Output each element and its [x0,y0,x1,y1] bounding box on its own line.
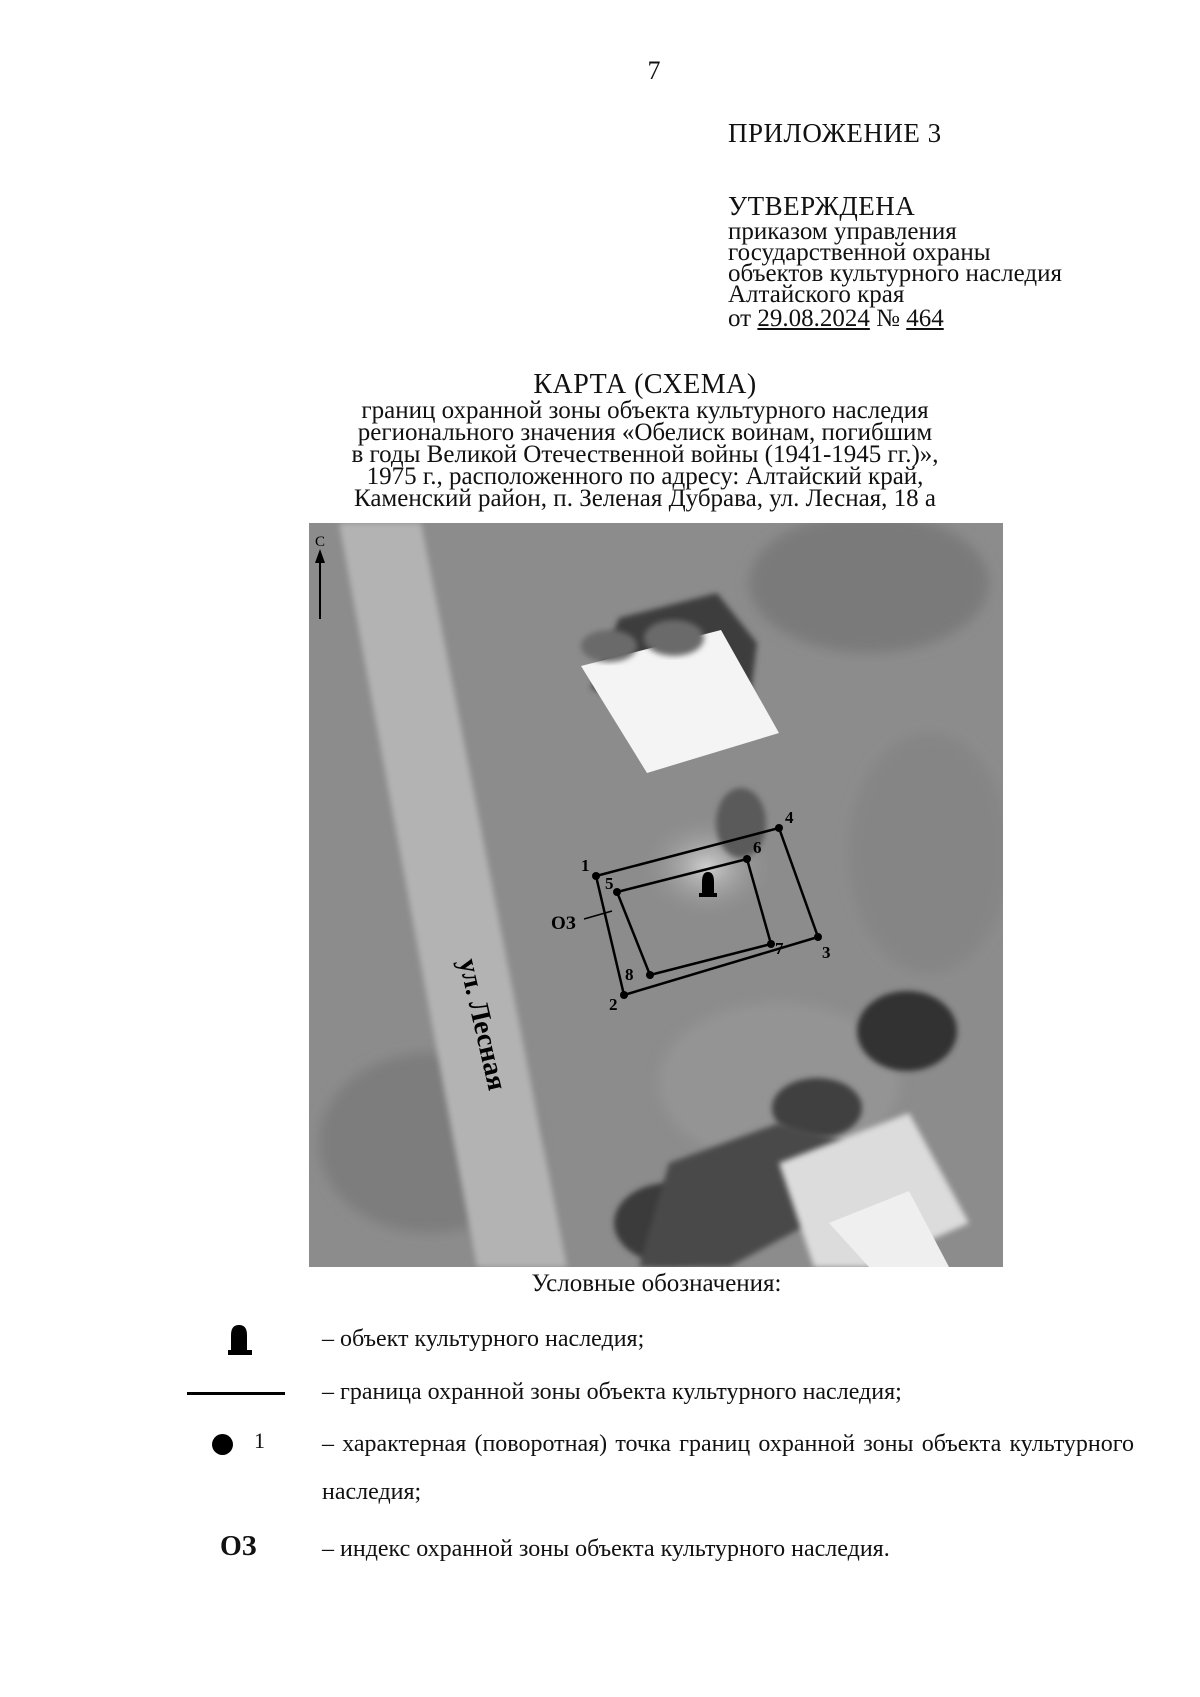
legend-text: – характерная (поворотная) точка границ охранной зоны объекта культурного наследия; [322,1431,1134,1505]
approved-title: УТВЕРЖДЕНА [728,191,916,221]
map-subtitle-line: 1975 г., расположенного по адресу: Алтайский край, [366,463,924,490]
page-number: 7 [647,56,661,85]
point-label-8: 8 [625,965,634,984]
zone-index-symbol: OЗ [220,1531,257,1562]
approval-line: государственной охраны [728,239,991,266]
order-date: 29.08.2024 [757,305,870,332]
point-marker-5 [613,888,621,896]
point-marker-1 [592,872,600,880]
point-label-3: 3 [822,943,831,962]
point-marker-2 [620,991,628,999]
point-marker-4 [775,824,783,832]
map-subtitle-line: в годы Великой Отечественной войны (1941-1945 гг.)», [351,441,939,468]
point-label-1: 1 [581,856,590,875]
map-subtitle-line: границ охранной зоны объекта культурного наследия [361,397,929,424]
legend-text: – индекс охранной зоны объекта культурного наследия. [322,1536,890,1562]
legend-text: – объект культурного наследия; [322,1326,645,1352]
point-marker-8 [646,971,654,979]
appendix-title: ПРИЛОЖЕНИЕ 3 [728,118,942,148]
point-marker-label: 1 [254,1428,265,1453]
map-subtitle-line: регионального значения «Обелиск воинам, погибшим [357,419,933,446]
map-heading [0,370,1200,510]
point-marker-6 [743,855,751,863]
point-label-2: 2 [609,995,618,1014]
map-title: КАРТА (СХЕМА) [533,369,757,400]
legend-heading: Условные обозначения: [531,1270,782,1297]
point-marker-3 [814,933,822,941]
order-number: 464 [906,305,944,332]
point-marker-symbol [212,1434,233,1455]
approval-block [728,118,1158,333]
order-number-label: № [869,305,907,332]
satellite-map [309,523,1003,1267]
order-line [728,305,1158,333]
map-subtitle-line: Каменский район, п. Зеленая Дубрава, ул. Лесная, 18 а [353,485,937,512]
monument-icon [225,1323,255,1362]
approval-line: приказом управления [728,218,957,245]
point-label-5: 5 [605,874,614,893]
legend-text: – граница охранной зоны объекта культурного наследия; [322,1379,902,1405]
point-label-4: 4 [785,808,794,827]
approval-line: Алтайского края [728,281,905,308]
street-label: ул. Лесная [452,955,513,1094]
north-label: С [315,534,326,550]
boundary-line-symbol [187,1392,285,1395]
zone-index-label: ОЗ [551,913,576,934]
order-prefix: от [728,305,758,332]
point-label-6: 6 [753,838,762,857]
approval-line: объектов культурного наследия [728,260,1062,287]
point-marker-7 [767,940,775,948]
map-canvas [309,523,1003,1267]
point-label-7: 7 [775,939,784,958]
